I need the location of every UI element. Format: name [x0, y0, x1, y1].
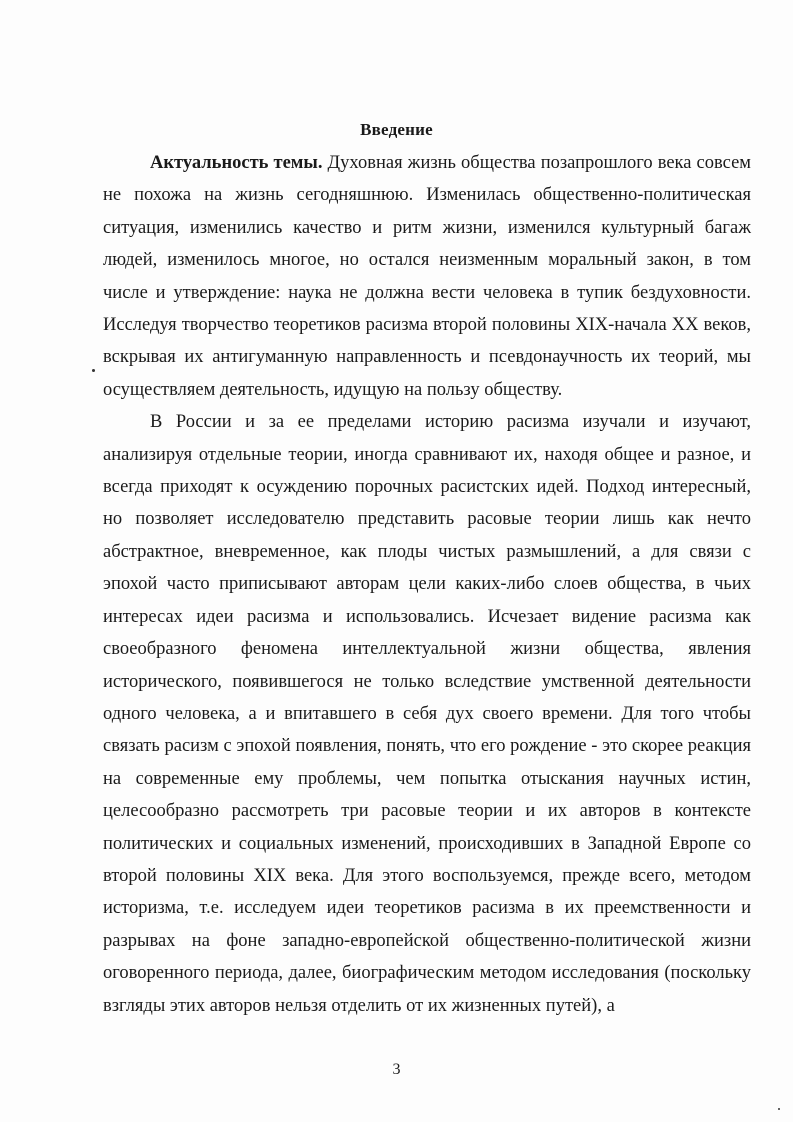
scan-speck [92, 369, 95, 372]
page-number: 3 [392, 1061, 401, 1078]
section-heading: Введение [360, 120, 433, 139]
paragraph-relevance [103, 147, 751, 406]
paragraph-text: Духовная жизнь общества позапрошлого века совсем не похожа на жизнь сегодняшнюю. Изменилась общественно-политическая ситуация, изменились качество и ритм жизни, изменился культурный багаж людей, изменилось многое, но остался неизменным моральный закон, в том числе и утверждение: наука не должна вести человека в тупик бездуховности. Исследуя творчество теоретиков расизма второй половины XIX-начала XX веков, вскрывая их антигуманную направленность и псевдонаучность их теорий, мы осуществляем деятельность, идущую на пользу обществу. [103, 153, 751, 400]
scan-speck [778, 1108, 780, 1110]
body-text [103, 147, 751, 1022]
paragraph-text: В России и за ее пределами историю расизма изучали и изучают, анализируя отдельные теории, иногда сравнивают их, находя общее и разное, и всегда приходят к осуждению порочных расистских идей. Подход интересный, но позволяет исследователю представить расовые теории лишь как нечто абстрактное, вневременное, как плоды чистых размышлений, а для связи с эпохой часто приписывают авторам цели каких-либо слоев общества, в чьих интересах идеи расизма и использовались. Исчезает видение расизма как своеобразного феномена интеллектуальной жизни общества, явления исторического, появившегося не только вследствие умственной деятельности одного человека, а и впитавшего в себя дух своего времени. Для того чтобы связать расизм с эпохой появления, понять, что его рождение - это скорее реакция на современные ему проблемы, чем попытка отыскания научных истин, целесообразно рассмотреть три расовые теории и их авторов в контексте политических и социальных изменений, происходивших в Западной Европе со второй половины XIX века. Для этого воспользуемся, прежде всего, методом историзма, т.е. исследуем идеи теоретиков расизма в их преемственности и разрывах на фоне западно-европейской общественно-политической жизни оговоренного периода, далее, биографическим методом исследования (поскольку взгляды этих авторов нельзя отделить от их жизненных путей), а [103, 412, 751, 1016]
paragraph-history [103, 406, 751, 1022]
paragraph-lead: Актуальность темы. [150, 153, 323, 173]
